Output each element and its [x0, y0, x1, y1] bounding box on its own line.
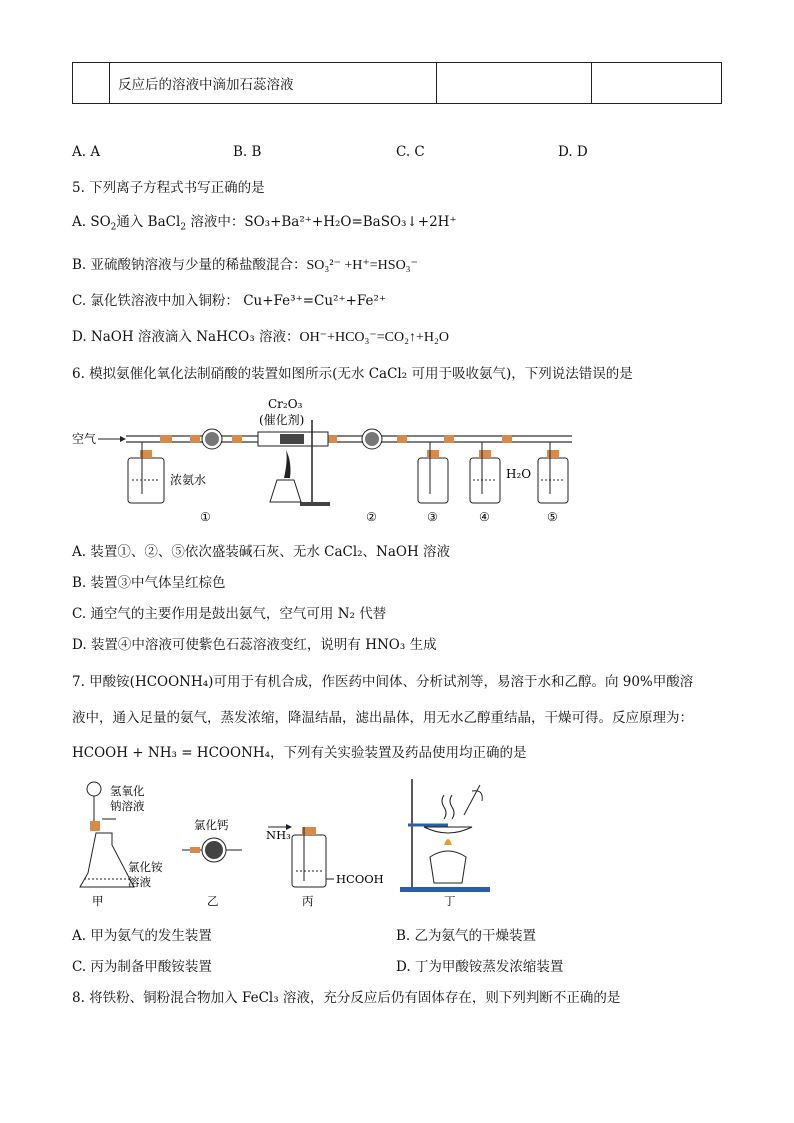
answer-table: [72, 62, 722, 104]
q6-label-4: ④: [479, 510, 490, 524]
q7-hcooh-label: HCOOH: [336, 872, 384, 886]
table-row: [73, 63, 722, 104]
q7-nh3-label: NH₃: [266, 828, 291, 842]
q4-option-a: A. A: [72, 144, 101, 160]
q7-naoh-label-1: 氢氧化: [110, 784, 145, 798]
q7-label-ding: 丁: [444, 894, 456, 908]
q5-option-c: C. 氯化铁溶液中加入铜粉： Cu+Fe³⁺=Cu²⁺+Fe²⁺: [72, 293, 387, 309]
q7-apparatus-figure: [72, 775, 502, 910]
q5-stem: 5. 下列离子方程式书写正确的是: [72, 180, 265, 196]
q7-label-yi: 乙: [207, 894, 219, 908]
q5-option-b: B. 亚硫酸钠溶液与少量的稀盐酸混合：SO₃²⁻ +H⁺=HSO₃⁻: [72, 257, 418, 273]
table-cell-index: [73, 63, 110, 104]
q7-naoh-label-2: 钠溶液: [110, 799, 145, 813]
q6-stem: 6. 模拟氨催化氧化法制硝酸的装置如图所示(无水 CaCl₂ 可用于吸收氨气)，下列说法错误的是: [72, 366, 633, 382]
q4-option-c: C. C: [396, 144, 425, 160]
q7-nh4cl-label-2: 溶液: [128, 875, 151, 889]
q6-catalyst-note: (催化剂): [259, 413, 305, 427]
q6-ammonia-label: 浓氨水: [170, 473, 207, 487]
q7-option-d: D. 丁为甲酸铵蒸发浓缩装置: [396, 959, 564, 975]
table-cell-conclusion: [592, 63, 722, 104]
q6-apparatus-figure: [72, 390, 582, 525]
q6-catalyst-label: Cr₂O₃: [268, 397, 303, 411]
q6-option-b: B. 装置③中气体呈红棕色: [72, 575, 226, 591]
q4-option-d: D. D: [558, 144, 588, 160]
table-cell-phenomenon: [437, 63, 592, 104]
q7-line-2: 液中，通入足量的氨气，蒸发浓缩，降温结晶，滤出晶体，用无水乙醇重结晶，干燥可得。反应原理为：: [72, 710, 693, 726]
q7-option-c: C. 丙为制备甲酸铵装置: [72, 959, 212, 975]
q7-label-jia: 甲: [92, 894, 104, 908]
q7-line-1: 7. 甲酸铵(HCOONH₄)可用于有机合成，作医药中间体、分析试剂等，易溶于水和乙醇。向 90%甲酸溶: [72, 674, 694, 690]
q7-label-bing: 丙: [302, 894, 314, 908]
q7-nh4cl-label-1: 氯化铵: [128, 860, 163, 874]
table-cell-operation: 反应后的溶液中滴加石蕊溶液: [110, 63, 437, 104]
q6-option-d: D. 装置④中溶液可使紫色石蕊溶液变红，说明有 HNO₃ 生成: [72, 637, 437, 653]
q6-label-5: ⑤: [547, 510, 558, 524]
q4-option-b: B. B: [233, 144, 262, 160]
q6-water-label: H₂O: [506, 467, 532, 481]
q7-cacl2-label: 氯化钙: [194, 818, 229, 832]
q7-line-3: HCOOH + NH₃ = HCOONH₄，下列有关实验装置及药品使用均正确的是: [72, 745, 527, 761]
q6-label-1: ①: [200, 510, 211, 524]
q6-option-a: A. 装置①、②、⑤依次盛装碱石灰、无水 CaCl₂、NaOH 溶液: [72, 544, 451, 560]
q6-air-label: 空气: [72, 432, 97, 446]
q8-stem: 8. 将铁粉、铜粉混合物加入 FeCl₃ 溶液，充分反应后仍有固体存在，则下列判断不正确的是: [72, 990, 621, 1006]
q6-option-c: C. 通空气的主要作用是鼓出氨气，空气可用 N₂ 代替: [72, 606, 387, 622]
q7-option-b: B. 乙为氨气的干燥装置: [396, 928, 537, 944]
q7-option-a: A. 甲为氨气的发生装置: [72, 928, 212, 944]
q6-label-2: ②: [366, 510, 377, 524]
q6-label-3: ③: [427, 510, 438, 524]
q5-option-d: D. NaOH 溶液滴入 NaHCO₃ 溶液：OH⁻+HCO₃⁻=CO₂↑+H₂O: [72, 329, 450, 345]
q5-option-a: A. $SO_2$通入 BaCl$_2$ 溶液中：SO₃+Ba²⁺+H₂O=BaSO₃↓+2H⁺: [72, 214, 457, 233]
